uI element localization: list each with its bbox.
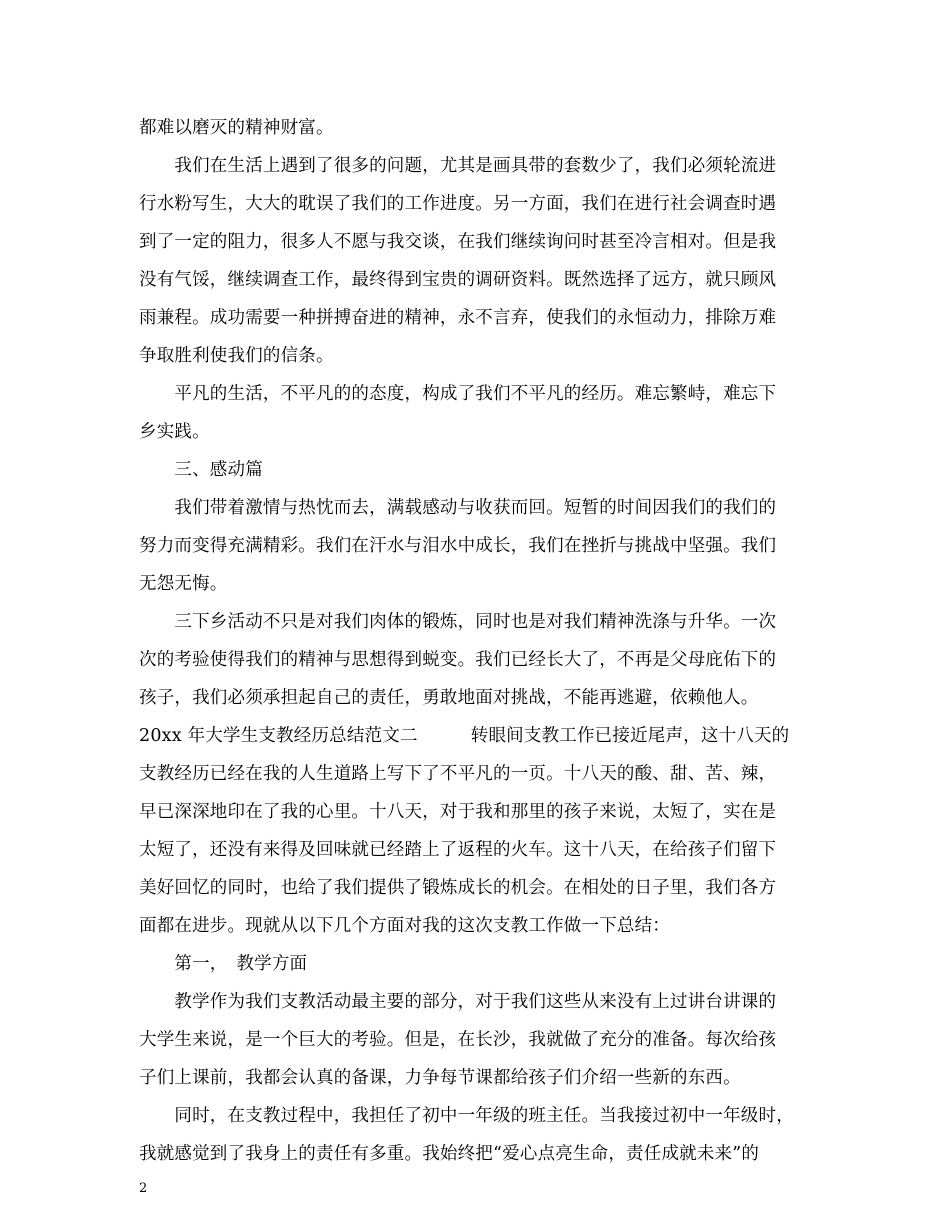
text-line: 雨兼程。成功需要一种拼搏奋进的精神，永不言弃，使我们的永恒动力，排除万难	[139, 308, 777, 328]
text-line: 没有气馁，继续调查工作，最终得到宝贵的调研资料。既然选择了远方，就只顾风	[139, 270, 777, 290]
text-line: 面都在进步。现就从以下几个方面对我的这次支教工作做一下总结：	[139, 916, 670, 936]
text-line: 三下乡活动不只是对我们肉体的锻炼，同时也是对我们精神洗涤与升华。一次	[139, 612, 777, 632]
text-line: 大学生来说，是一个巨大的考验。但是，在长沙，我就做了充分的准备。每次给孩	[139, 1030, 777, 1050]
text-line: 我就感觉到了我身上的责任有多重。我始终把“爱心点亮生命，责任成就未来”的	[139, 1144, 760, 1164]
section-heading: 三、感动篇	[139, 460, 263, 480]
text-line: 行水粉写生，大大的耽误了我们的工作进度。另一方面，我们在进行社会调查时遇	[139, 194, 777, 214]
text-line: 无怨无悔。	[139, 574, 228, 594]
text-line: 平凡的生活，不平凡的的态度，构成了我们不平凡的经历。难忘繁峙，难忘下	[139, 384, 777, 404]
text-line: 太短了，还没有来得及回味就已经踏上了返程的火车。这十八天，在给孩子们留下	[139, 840, 777, 860]
section-heading: 第一， 教学方面	[139, 954, 308, 974]
text-line: 争取胜利使我们的信条。	[139, 346, 334, 366]
text-line: 努力而变得充满精彩。我们在汗水与泪水中成长，我们在挫折与挑战中坚强。我们	[139, 536, 777, 556]
page-number: 2	[139, 1181, 148, 1196]
text-line: 我们带着激情与热忱而去，满载感动与收获而回。短暂的时间因我们的我们的	[139, 498, 777, 518]
text-line: 乡实践。	[139, 422, 210, 442]
text-line: 到了一定的阻力，很多人不愿与我交谈，在我们继续询问时甚至冷言相对。但是我	[139, 232, 777, 252]
text-line: 早已深深地印在了我的心里。十八天，对于我和那里的孩子来说，太短了，实在是	[139, 802, 777, 822]
text-line: 支教经历已经在我的人生道路上写下了不平凡的一页。十八天的酸、甜、苦、辣，	[139, 764, 777, 784]
text-line: 教学作为我们支教活动最主要的部分，对于我们这些从来没有上过讲台讲课的	[139, 992, 777, 1012]
text-line: 20xx 年大学生支教经历总结范文二 转眼间支教工作已接近尾声，这十八天的	[139, 726, 790, 746]
text-line: 都难以磨灭的精神财富。	[139, 118, 334, 138]
text-line: 孩子，我们必须承担起自己的责任，勇敢地面对挑战，不能再逃避，依赖他人。	[139, 688, 759, 708]
text-line: 我们在生活上遇到了很多的问题，尤其是画具带的套数少了，我们必须轮流进	[139, 156, 777, 176]
text-line: 次的考验使得我们的精神与思想得到蜕变。我们已经长大了，不再是父母庇佑下的	[139, 650, 777, 670]
text-line: 同时，在支教过程中，我担任了初中一年级的班主任。当我接过初中一年级时，	[139, 1106, 794, 1126]
text-line: 子们上课前，我都会认真的备课，力争每节课都给孩子们介绍一些新的东西。	[139, 1068, 741, 1088]
text-line: 美好回忆的同时，也给了我们提供了锻炼成长的机会。在相处的日子里，我们各方	[139, 878, 777, 898]
